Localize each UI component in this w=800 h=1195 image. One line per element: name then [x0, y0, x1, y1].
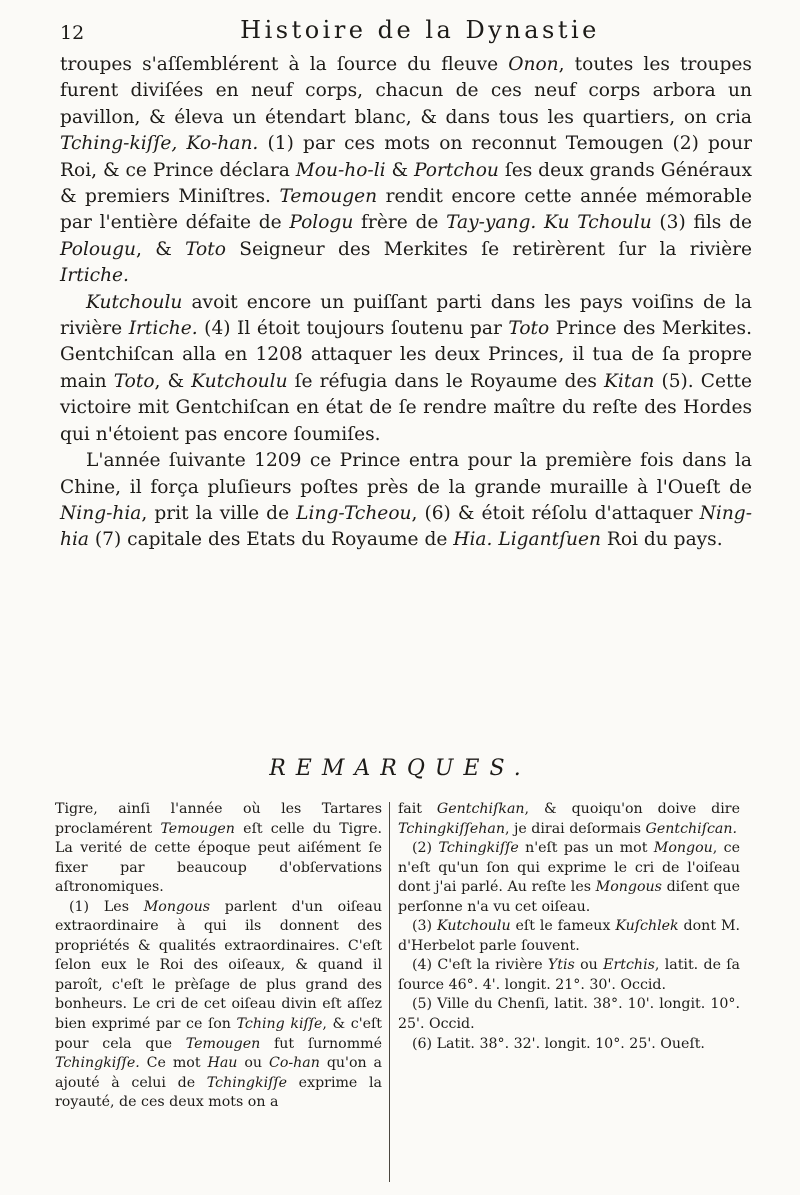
place-name: Ning-hia — [60, 502, 752, 551]
column-divider — [389, 802, 390, 1182]
person-name: Portchou — [414, 159, 499, 181]
person-name: Tay-yang. — [446, 212, 537, 234]
person-name: Toto — [113, 370, 155, 392]
person-name: Ku Tchoulu — [544, 212, 652, 234]
page-number: 12 — [60, 22, 85, 44]
note-4: (4) C'eſt la rivière Ytis ou Ertchis, latit. de ſa ſource 46°. 4'. longit. 21°. 30'. Occid. — [398, 957, 740, 993]
notes-left-column — [55, 800, 382, 1113]
place-name: Irtiche. — [128, 318, 198, 340]
person-name: Ligantſuen — [498, 529, 601, 551]
person-name: Kutchoulu — [86, 291, 183, 313]
person-name: Pologu — [289, 212, 354, 234]
note-1-continued: fait Gentchiſkan, & quoiqu'on doive dire Tchingkiſſehan, je dirai deſormais Gentchiſcan. — [398, 801, 740, 837]
main-paragraph-3: L'année ſuivante 1209 ce Prince entra pour la première fois dans la Chine, il força pluſieurs poſtes près de la grande muraille à l'Oueſt de Ning-hia, prit la ville de Ling-Tcheou, (6) & étoit réſolu d'attaquer Ning-hia (7) capitale des Etats du Royaume de Hia. Ligantſuen Roi du pays. — [60, 450, 752, 551]
acclamation: Tching-kiſſe, Ko-han. — [60, 133, 259, 155]
person-name: Kutchoulu — [191, 370, 288, 392]
note-6: (6) Latit. 38°. 32'. longit. 10°. 25'. Oueſt. — [412, 1035, 705, 1052]
person-name: Toto — [508, 318, 550, 340]
place-name: Irtiche. — [60, 265, 129, 287]
page-header — [60, 16, 750, 50]
remarques-heading: REMARQUES. — [269, 756, 531, 781]
person-name: Temougen — [279, 186, 378, 208]
note-1: (1) Les Mongous parlent d'un oiſeau extraordinaire à qui ils donnent des propriétés & qualités extraordinaires. C'eſt ſelon eux le Roi des oiſeaux, & quand il paroît, c'eſt le prèſage de plus grand des bonheurs. Le cri de cet oiſeau divin eſt aſſez bien exprimé par ce ſon Tching kiſſe, & c'eſt pour cela que Temougen fut ſurnommé Tchingkiſſe. Ce mot Hau ou Co-han qu'on a ajouté à celui de Tchingkiſſe exprime la royauté, de ces deux mots on a — [55, 898, 383, 1111]
note-3: (3) Kutchoulu eſt le fameux Kuſchlek dont M. d'Herbelot parle ſouvent. — [398, 918, 740, 954]
notes-right-column — [398, 800, 740, 1054]
main-paragraph-2: Kutchoulu avoit encore un puiſſant parti dans les pays voiſins de la rivière Irtiche. (4) Il étoit toujours ſoutenu par Toto Prince des Merkites. Gentchiſcan alla en 1208 attaquer les deux Princes, il tua de ſa propre main Toto, & Kutchoulu ſe réfugia dans le Royaume des Kitan (5). Cette victoire mit Gentchiſcan en état de ſe rendre maître du reſte des Hordes qui n'étoient pas encore ſoumiſes. — [60, 291, 753, 445]
note-continued: Tigre, ainſi l'année où les Tartares proclamérent Temougen eſt celle du Tigre. La verité de cette époque peut aiſément ſe fixer par beaucoup d'obſervations aſtronomiques. — [55, 801, 382, 896]
main-paragraph-1: troupes s'aſſemblérent à la ſource du fleuve Onon, toutes les troupes furent diviſées en neuf corps, chacun de ces neuf corps arbora un pavillon, & éleva un étendart blanc, & dans tous les quartiers, on cria Tching-kiſſe, Ko-han. (1) par ces mots on reconnut Temougen (2) pour Roi, & ce Prince déclara Mou-ho-li & Portchou ſes deux grands Généraux & premiers Miniſtres. Temougen rendit encore cette année mémorable par l'entière défaite de Pologu frère de Tay-yang. Ku Tchoulu (3) fils de Polougu, & Toto Seigneur des Merkites ſe retirèrent ſur la rivière Irtiche. — [60, 54, 752, 287]
note-5: (5) Ville du Chenſi, latit. 38°. 10'. longit. 10°. 25'. Occid. — [398, 996, 740, 1033]
place-name: Hia. — [453, 529, 493, 551]
note-2: (2) Tchingkiſſe n'eſt pas un mot Mongou, ce n'eſt qu'un ſon qui exprime le cri de l'oiſeau dont j'ai parlé. Au reſte les Mongous diſent que perſonne n'a vu cet oiſeau. — [398, 840, 740, 915]
place-name: Ling-Tcheou — [296, 502, 412, 524]
person-name: Polougu — [60, 238, 136, 260]
main-text — [60, 52, 752, 554]
person-name: Mou-ho-li — [295, 159, 386, 181]
place-name: Kitan — [604, 370, 655, 392]
place-name: Ning-hia — [60, 502, 142, 524]
running-title: Histoire de la Dynastie — [240, 16, 600, 44]
person-name: Toto — [185, 238, 226, 260]
place-name: Onon — [508, 54, 559, 75]
